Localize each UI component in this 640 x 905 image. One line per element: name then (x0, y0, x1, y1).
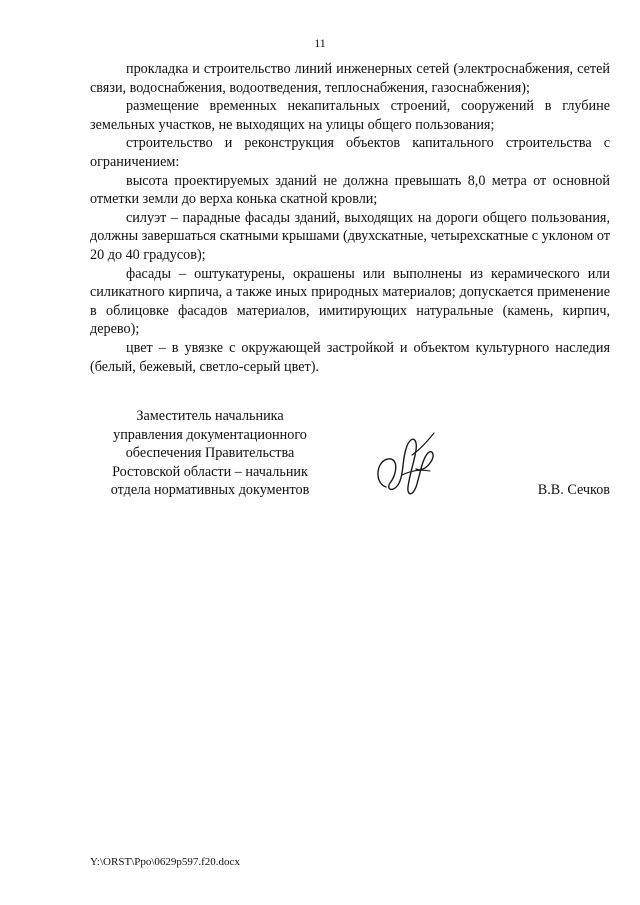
signer-name: В.В. Сечков (537, 482, 610, 498)
file-path: Y:\ORST\Ppo\0629p597.f20.docx (90, 856, 240, 868)
paragraph-silhouette: силуэт – парадные фасады зданий, выходящих на дороги общего пользования, должны завершаться скатными крышами (двухскатные, четырехскатные с уклоном от 20 до 40 градусов); (90, 209, 610, 263)
paragraph-facades: фасады – оштукатурены, окрашены или выполнены из керамического или силикатного кирпича, а также иных природных материалов; допускается применение в облицовке фасадов материалов, имитирующих натуральные (камень, кирпич, дерево); (90, 265, 610, 338)
signature-block (90, 407, 610, 497)
paragraph-construction-restriction: строительство и реконструкция объектов капитального строительства с ограничением: (90, 135, 610, 170)
page-number: 11 (314, 36, 326, 50)
paragraph-utility-networks: прокладка и строительство линий инженерных сетей (электроснабжения, сетей связи, водоснабжения, водоотведения, теплоснабжения, газоснабжения); (90, 61, 610, 96)
paragraph-building-height: высота проектируемых зданий не должна превышать 8,0 метра от основной отметки земли до верха конька скатной кровли; (90, 172, 610, 208)
paragraph-color: цвет – в увязке с окружающей застройкой и объектом культурного наследия (белый, бежевый, светло-серый цвет). (90, 339, 610, 375)
signer-title: Заместитель начальника управления документационного обеспечения Правительства Ростовской области – начальник отдела нормативных документов (110, 408, 310, 499)
handwritten-signature (372, 425, 442, 505)
document-body (90, 60, 610, 376)
paragraph-temporary-structures: размещение временных некапитальных строений, сооружений в глубине земельных участков, не выходящих на улицы общего пользования; (90, 98, 610, 133)
